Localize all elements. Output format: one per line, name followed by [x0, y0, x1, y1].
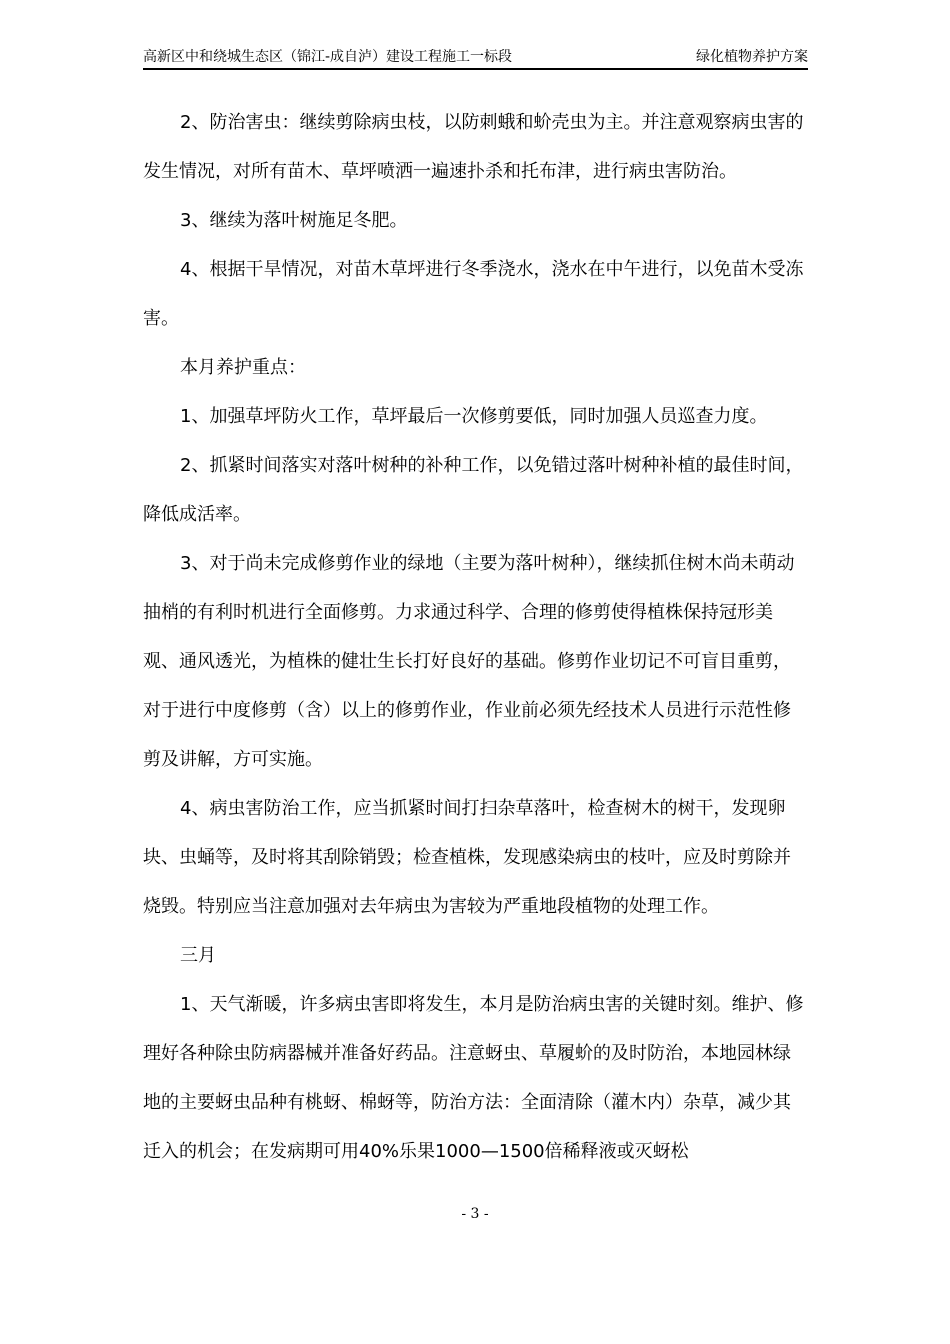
paragraph: 4、根据干旱情况，对苗木草坪进行冬季浇水，浇水在中午进行，以免苗木受冻害。 — [143, 259, 804, 329]
header-document-title: 绿化植物养护方案 — [696, 49, 808, 65]
page-number: - 3 - — [461, 1206, 489, 1222]
month-heading: 三月 — [180, 945, 216, 966]
paragraph: 3、继续为落叶树施足冬肥。 — [180, 210, 408, 231]
paragraph: 3、对于尚未完成修剪作业的绿地（主要为落叶树种），继续抓住树木尚未萌动抽梢的有利时机进行全面修剪。力求通过科学、合理的修剪使得植株保持冠形美观、通风透光，为植株的健壮生长打好良好的基础。修剪作业切记不可盲目重剪，对于进行中度修剪（含）以上的修剪作业，作业前必须先经技术人员进行示范性修剪及讲解，方可实施。 — [143, 553, 795, 770]
page-header — [143, 44, 808, 70]
paragraph: 4、病虫害防治工作，应当抓紧时间打扫杂草落叶，检查树木的树干，发现卵块、虫蛹等，及时将其刮除销毁；检查植株，发现感染病虫的枝叶，应及时剪除并烧毁。特别应当注意加强对去年病虫为害较为严重地段植物的处理工作。 — [143, 798, 791, 917]
paragraph: 2、抓紧时间落实对落叶树种的补种工作，以免错过落叶树种补植的最佳时间，降低成活率。 — [143, 455, 804, 525]
header-project-title: 高新区中和绕城生态区（锦江-成自泸）建设工程施工一标段 — [143, 49, 513, 65]
section-heading: 本月养护重点： — [180, 357, 306, 378]
paragraph: 1、天气渐暖，许多病虫害即将发生，本月是防治病虫害的关键时刻。维护、修理好各种除虫防病器械并准备好药品。注意蚜虫、草履蚧的及时防治，本地园林绿地的主要蚜虫品种有桃蚜、棉蚜等，防治方法：全面清除（灌木内）杂草，减少其迁入的机会；在发病期可用40%乐果1000—1500倍稀释液或灭蚜松 — [143, 994, 804, 1162]
paragraph: 2、防治害虫：继续剪除病虫枝，以防刺蛾和蚧壳虫为主。并注意观察病虫害的发生情况，对所有苗木、草坪喷洒一遍速扑杀和托布津，进行病虫害防治。 — [143, 112, 804, 182]
document-body — [143, 98, 808, 1176]
paragraph: 1、加强草坪防火工作，草坪最后一次修剪要低，同时加强人员巡查力度。 — [180, 406, 768, 427]
